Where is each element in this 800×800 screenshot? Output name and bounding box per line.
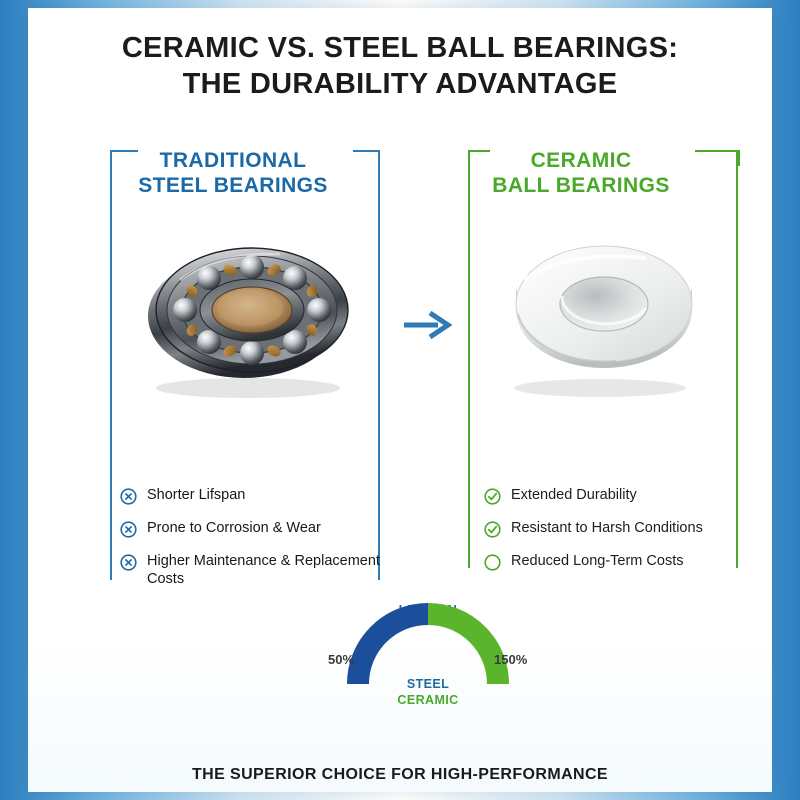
list-item-label: Resistant to Harsh Conditions	[511, 520, 703, 536]
left-bullet-list	[120, 486, 380, 602]
x-circle-icon	[120, 521, 137, 538]
list-item-label: Prone to Corrosion & Wear	[147, 520, 321, 536]
arrow-right-icon	[400, 303, 454, 347]
gauge-legend-ceramic: CERAMIC	[397, 693, 459, 707]
x-circle-icon	[120, 554, 137, 571]
x-circle-icon	[120, 488, 137, 505]
left-column-heading	[88, 148, 378, 198]
list-item	[120, 486, 380, 505]
content-card	[28, 8, 772, 792]
page-title	[28, 30, 772, 102]
title-line-2: THE DURABILITY ADVANTAGE	[182, 68, 618, 100]
list-item-label: Shorter Lifspan	[147, 487, 246, 503]
gauge-title: LIFSPAN	[398, 602, 458, 617]
steel-ball-bearing-photo	[140, 218, 356, 404]
ceramic-ball-bearing-photo	[496, 218, 712, 404]
list-item	[120, 519, 380, 538]
list-item	[484, 552, 746, 571]
footer-tagline: THE SUPERIOR CHOICE FOR HIGH-PERFORMANCE	[191, 766, 608, 783]
check-circle-icon	[484, 521, 501, 538]
gauge-legend-steel: STEEL	[406, 677, 450, 691]
right-heading-line-1: CERAMIC	[530, 149, 632, 172]
left-heading-line-1: TRADITIONAL	[159, 149, 307, 172]
list-item-label: Higher Maintenance & Replacement Costs	[147, 553, 380, 587]
list-item	[484, 519, 746, 538]
right-bracket-left	[468, 150, 470, 568]
title-line-1: CERAMIC VS. STEEL BALL BEARINGS:	[121, 32, 679, 64]
right-bullet-list	[484, 486, 746, 585]
gauge-legend	[324, 676, 532, 708]
right-column-heading	[436, 148, 726, 198]
gauge-left-value: 50%	[328, 652, 355, 667]
list-item	[120, 552, 380, 588]
left-bracket-left	[110, 150, 112, 580]
list-item-label: Reduced Long-Term Costs	[511, 553, 684, 569]
gauge-right-value: 150%	[494, 652, 528, 667]
list-item-label: Extended Durability	[511, 487, 637, 503]
right-heading-line-2: BALL BEARINGS	[492, 174, 670, 197]
check-circle-icon	[484, 488, 501, 505]
circle-outline-icon	[484, 554, 501, 571]
left-heading-line-2: STEEL BEARINGS	[138, 174, 328, 197]
list-item	[484, 486, 746, 505]
